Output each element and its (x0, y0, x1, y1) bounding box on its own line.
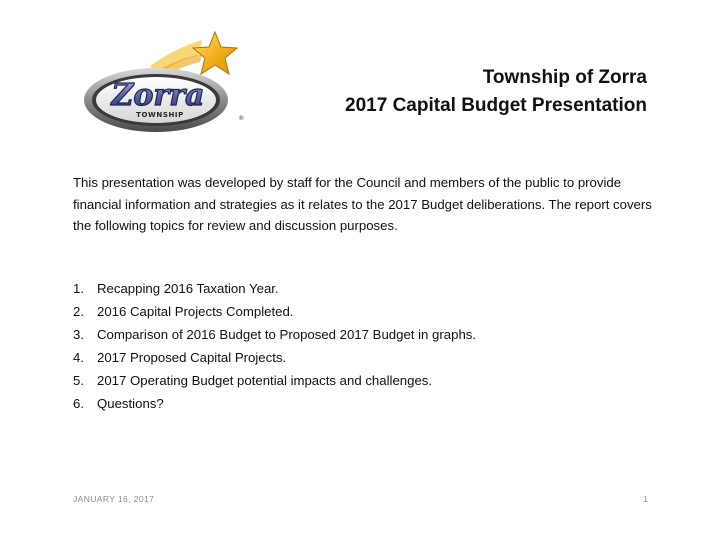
slide-title (345, 64, 647, 120)
list-item (73, 346, 476, 369)
svg-text:®: ® (238, 114, 245, 122)
svg-text:Zorra: Zorra (111, 78, 205, 113)
svg-text:TOWNSHIP: TOWNSHIP (136, 111, 184, 119)
list-item (73, 277, 476, 300)
list-item-number: 5. (73, 373, 84, 388)
list-item (73, 369, 476, 392)
title-line-1: Township of Zorra (482, 67, 647, 88)
title-line-2: 2017 Capital Budget Presentation (345, 95, 647, 116)
list-item-text: 2017 Proposed Capital Projects. (97, 350, 287, 365)
list-item-number: 4. (73, 350, 84, 365)
footer-date: JANUARY 16, 2017 (73, 494, 155, 504)
list-item (73, 300, 476, 323)
list-item-number: 6. (73, 396, 84, 411)
list-item-text: 2016 Capital Projects Completed. (97, 304, 294, 319)
list-item (73, 392, 476, 415)
zorra-township-logo (80, 26, 250, 138)
list-item-text: Recapping 2016 Taxation Year. (97, 281, 279, 296)
list-item (73, 323, 476, 346)
list-item-text: Questions? (97, 396, 164, 411)
list-item-number: 1. (73, 281, 84, 296)
list-item-text: 2017 Operating Budget potential impacts and challenges. (97, 373, 433, 388)
list-item-number: 3. (73, 327, 84, 342)
page-number: 1 (643, 494, 648, 504)
list-item-number: 2. (73, 304, 84, 319)
list-item-text: Comparison of 2016 Budget to Proposed 2017 Budget in graphs. (97, 327, 477, 342)
intro-paragraph: This presentation was developed by staff for the Council and members of the public to provide financial information and strategies as it relates to the 2017 Budget deliberations. The report covers the following topics for review and discussion purposes. (73, 175, 652, 233)
topics-list (73, 277, 476, 415)
